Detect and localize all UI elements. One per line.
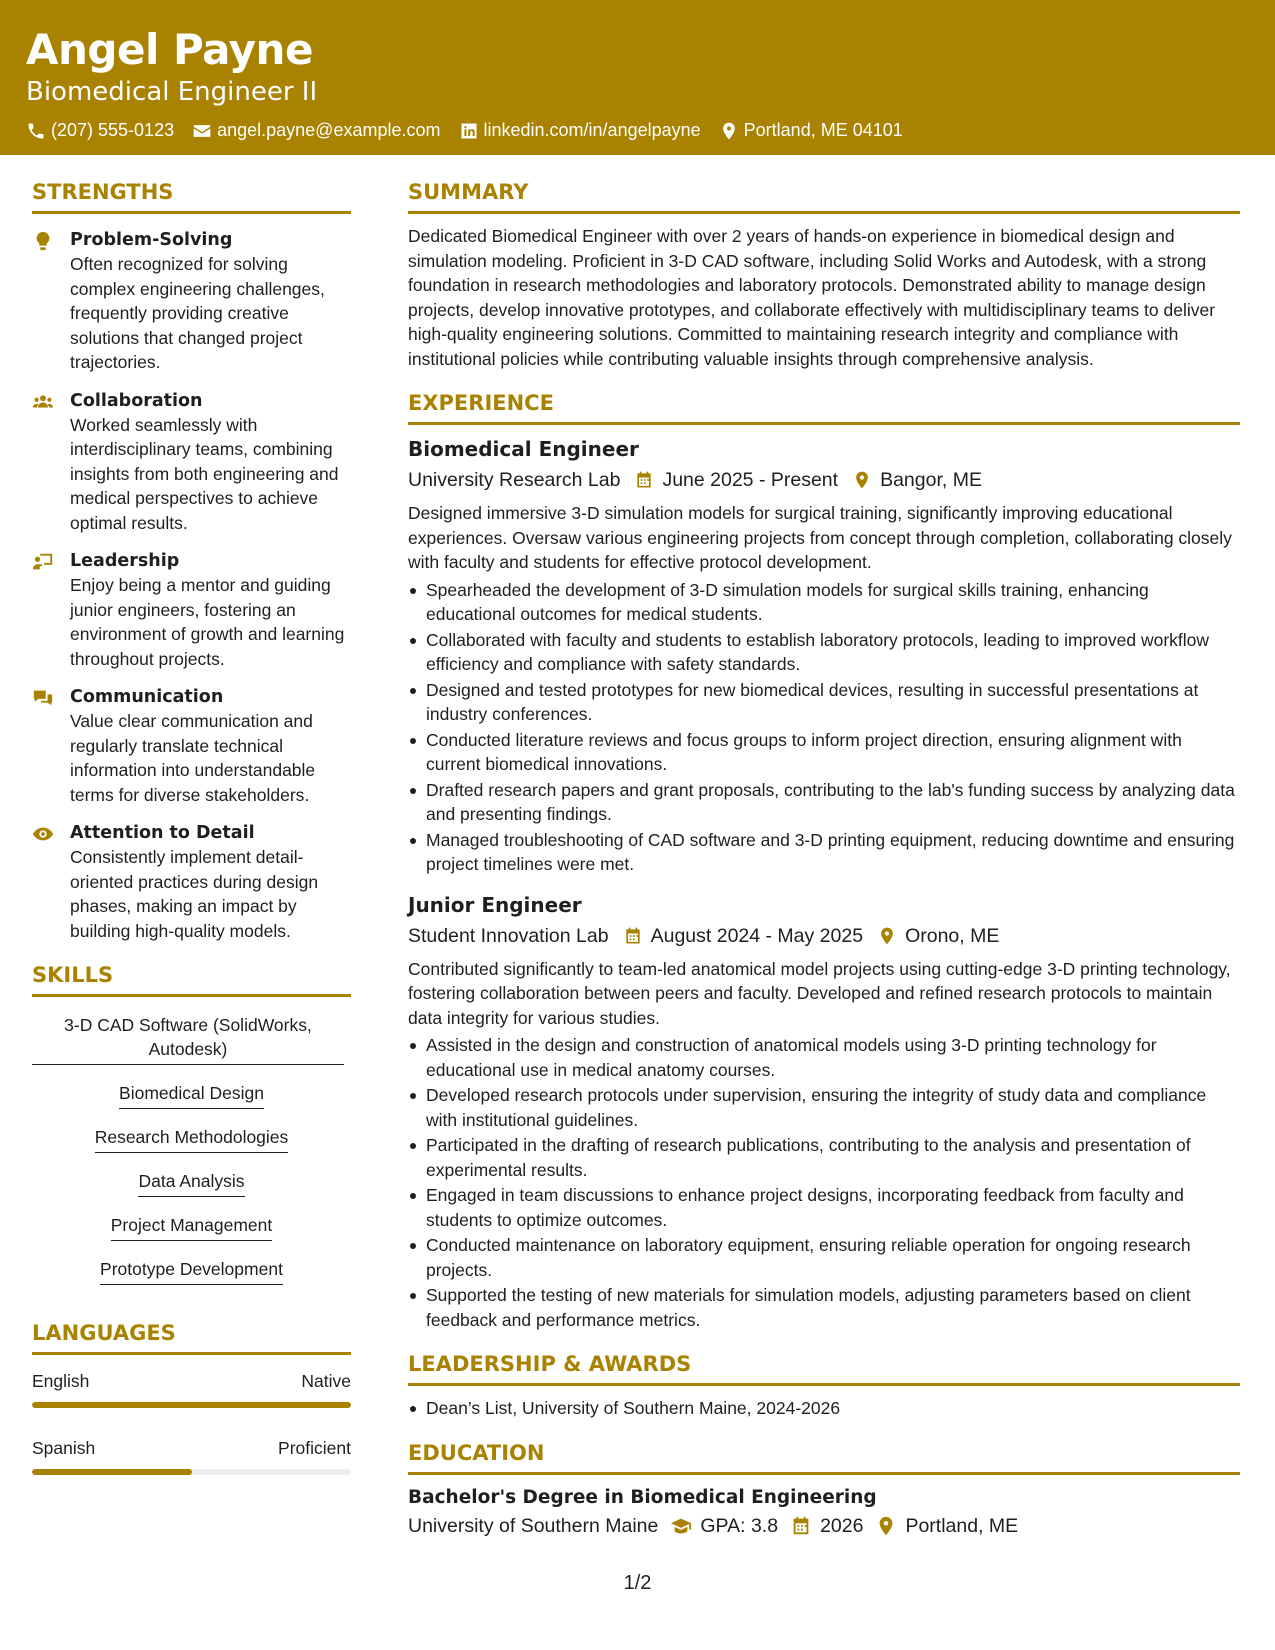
list-item: Collaborated with faculty and students to establish laboratory protocols, leading to improved workflow efficiency and compliance with safety standards. [408, 628, 1240, 677]
strength-title: Problem-Solving [70, 230, 233, 250]
degree-title: Bachelor's Degree in Biomedical Engineering [408, 1486, 877, 1508]
summary-text: Dedicated Biomedical Engineer with over 2 years of hands-on experience in biomedical design and simulation modeling. Proficient in 3-D CAD software, including Solid Works and Autodesk, with a strong foundation in research methodologies and laboratory protocols. Demonstrated ability to manage design projects, develop innovative prototypes, and collaborate effectively with multidisciplinary teams to deliver high-quality engineering solutions. Committed to maintaining research integrity and compliance with institutional policies while contributing valuable insights through comprehensive analysis. [408, 226, 1216, 369]
linkedin-icon [459, 121, 479, 141]
language-item [32, 1369, 351, 1408]
summary-section [408, 178, 1240, 371]
users-icon [32, 391, 54, 413]
contact-email[interactable] [192, 120, 440, 141]
strength-desc: Often recognized for solving complex engineering challenges, frequently providing creative solutions that changed project trajectories. [70, 254, 325, 372]
strengths-heading: STRENGTHS [32, 178, 351, 214]
list-item: Designed and tested prototypes for new biomedical devices, resulting in successful presentations at industry conferences. [408, 678, 1240, 727]
experience-heading: EXPERIENCE [408, 389, 1240, 425]
map-marker-icon [719, 121, 739, 141]
job-description: Contributed significantly to team-led anatomical model projects using cutting-edge 3-D printing technology, fostering collaboration between peers and faculty. Developed and refined research protocols to maintain data integrity for various studies. [408, 958, 1231, 1028]
school-name: University of Southern Maine [408, 1514, 659, 1537]
candidate-title: Biomedical Engineer II [26, 77, 318, 107]
graduation-cap-icon [670, 1515, 692, 1537]
strength-item [32, 821, 351, 943]
skill-tag: 3-D CAD Software (SolidWorks, Autodesk) [32, 1013, 344, 1065]
awards-list [408, 1396, 1240, 1421]
school-location: Portland, ME [905, 1514, 1019, 1537]
language-name: English [32, 1371, 90, 1391]
list-item: Developed research protocols under supervision, ensuring the integrity of study data and compliance with institutional guidelines. [408, 1083, 1240, 1132]
strength-title: Attention to Detail [70, 823, 255, 843]
job-entry [408, 891, 1240, 1333]
education-section [408, 1439, 1240, 1541]
job-company: University Research Lab [408, 469, 621, 491]
job-company: Student Innovation Lab [408, 924, 609, 947]
list-item: Spearheaded the development of 3-D simulation models for surgical skills training, enhancing educational outcomes for medical students. [408, 578, 1240, 627]
language-level: Native [301, 1371, 351, 1391]
strength-item [32, 549, 351, 671]
strength-title: Communication [70, 687, 224, 707]
page-number: 1/2 [623, 1572, 652, 1594]
job-bullets [408, 578, 1240, 877]
strength-item [32, 685, 351, 807]
summary-heading: SUMMARY [408, 178, 1240, 214]
envelope-icon [192, 121, 212, 141]
skill-tag: Prototype Development [100, 1257, 283, 1285]
gpa-text: GPA: 3.8 [700, 1514, 779, 1537]
calendar-icon [790, 1515, 812, 1537]
strengths-section [32, 178, 351, 943]
candidate-name: Angel Payne [26, 25, 313, 74]
strength-desc: Enjoy being a mentor and guiding junior engineers, fostering an environment of growth and learning throughout projects. [70, 575, 345, 669]
languages-section [32, 1319, 351, 1475]
job-entry [408, 435, 1240, 877]
job-dates: June 2025 - Present [662, 469, 839, 491]
awards-heading: LEADERSHIP & AWARDS [408, 1350, 1240, 1386]
skill-tag: Biomedical Design [119, 1081, 264, 1109]
strength-desc: Worked seamlessly with interdisciplinary teams, combining insights from both engineering and medical perspectives to achieve optimal results. [70, 414, 339, 533]
skills-heading: SKILLS [32, 961, 351, 997]
experience-section [408, 389, 1240, 1332]
calendar-icon [634, 470, 654, 490]
strength-item [32, 389, 351, 536]
strength-desc: Value clear communication and regularly translate technical information into understandable terms for diverse stakeholders. [70, 711, 316, 805]
language-bar [32, 1402, 351, 1408]
contact-linkedin[interactable] [459, 120, 701, 141]
list-item: Drafted research papers and grant proposals, contributing to the lab's funding success by analyzing data and presenting findings. [408, 778, 1240, 827]
right-column [408, 178, 1240, 1559]
list-item: Managed troubleshooting of CAD software and 3-D printing equipment, reducing downtime and ensuring project timelines were met. [408, 828, 1240, 877]
strength-desc: Consistently implement detail-oriented practices during design phases, making an impact by building high-quality models. [70, 847, 319, 941]
strength-title: Leadership [70, 551, 180, 571]
linkedin-text: linkedin.com/in/angelpayne [483, 120, 701, 140]
lightbulb-icon [32, 230, 54, 252]
email-text: angel.payne@example.com [217, 120, 441, 140]
job-bullets [408, 1033, 1240, 1332]
language-name: Spanish [32, 1438, 96, 1458]
resume-header [0, 0, 1275, 155]
language-bar-fill [32, 1469, 192, 1475]
job-location: Bangor, ME [880, 469, 982, 491]
calendar-icon [623, 926, 643, 946]
skill-tag: Project Management [111, 1213, 272, 1241]
contact-row [26, 120, 1249, 141]
language-item [32, 1436, 351, 1475]
language-level: Proficient [278, 1438, 351, 1458]
job-title: Biomedical Engineer [408, 437, 639, 461]
map-marker-icon [877, 926, 897, 946]
phone-text: (207) 555-0123 [51, 120, 175, 140]
list-item: Participated in the drafting of research publications, contributing to the analysis and presentation of experimental results. [408, 1133, 1240, 1182]
job-description: Designed immersive 3-D simulation models for surgical training, significantly improving educational experiences. Oversaw various engineering projects from concept through completion, collaborating closely with faculty and students for effective protocol development. [408, 503, 1232, 572]
list-item: Conducted maintenance on laboratory equipment, ensuring reliable operation for ongoing research projects. [408, 1233, 1240, 1282]
awards-section [408, 1350, 1240, 1421]
job-dates: August 2024 - May 2025 [650, 924, 864, 947]
languages-heading: LANGUAGES [32, 1319, 351, 1355]
skill-tag: Research Methodologies [95, 1125, 289, 1153]
phone-icon [26, 121, 46, 141]
skills-section [32, 961, 351, 1301]
comments-icon [32, 687, 54, 709]
chalkboard-teacher-icon [32, 551, 54, 573]
contact-phone[interactable] [26, 120, 174, 141]
language-bar [32, 1469, 351, 1475]
job-title: Junior Engineer [408, 892, 582, 917]
graduation-year: 2026 [820, 1514, 864, 1537]
list-item: Conducted literature reviews and focus groups to inform project direction, ensuring alignment with current biomedical innovations. [408, 728, 1240, 777]
language-bar-fill [32, 1402, 351, 1408]
list-item: Dean’s List, University of Southern Maine, 2024-2026 [408, 1396, 1240, 1421]
list-item: Assisted in the design and construction of anatomical models using 3-D printing technology for educational use in medical anatomy courses. [408, 1033, 1240, 1082]
strength-item [32, 228, 351, 375]
eye-icon [32, 823, 54, 845]
list-item: Supported the testing of new materials for simulation models, adjusting parameters based on client feedback and performance metrics. [408, 1283, 1240, 1332]
job-location: Orono, ME [905, 924, 1000, 947]
map-marker-icon [852, 470, 872, 490]
location-text: Portland, ME 04101 [743, 120, 903, 140]
strength-title: Collaboration [70, 390, 203, 411]
contact-location [719, 120, 903, 141]
list-item: Engaged in team discussions to enhance project designs, incorporating feedback from faculty and students to optimize outcomes. [408, 1183, 1240, 1232]
map-marker-icon [875, 1515, 897, 1537]
left-column [32, 178, 351, 1503]
skill-tag: Data Analysis [138, 1169, 244, 1197]
education-heading: EDUCATION [408, 1439, 1240, 1475]
